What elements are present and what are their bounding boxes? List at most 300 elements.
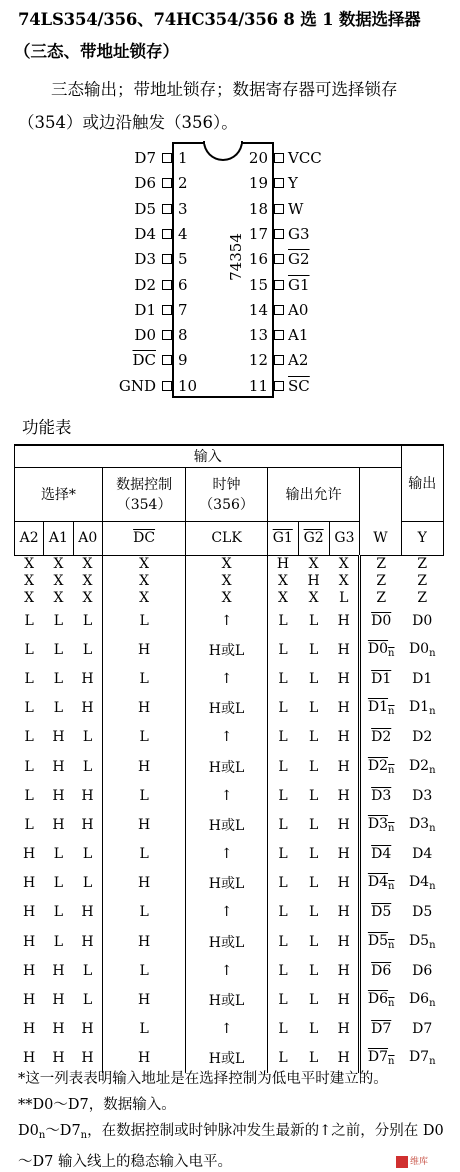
pin-number: 7	[178, 300, 188, 319]
cell-g1: L	[278, 700, 288, 717]
table-row	[15, 898, 444, 927]
cell-clk: H或L	[186, 927, 268, 956]
cell-w: $D3_{\overline{n}}$	[367, 815, 395, 834]
pin-name: D6	[134, 174, 156, 193]
pin-box	[162, 229, 172, 239]
cell-g2: L	[308, 787, 319, 804]
pin-name: G3	[288, 224, 310, 243]
pin-12	[248, 349, 354, 371]
table-row	[15, 1015, 444, 1044]
cell-g3: H	[329, 752, 360, 781]
table-row	[15, 810, 444, 839]
cell-w: Z	[376, 589, 387, 606]
cell-clk: H或L	[186, 810, 268, 839]
pin-box	[162, 330, 172, 340]
pin-box	[162, 254, 172, 264]
cell-g1: L	[278, 992, 288, 1009]
pin-10	[100, 375, 198, 397]
cell-w: $D0_{\overline{n}}$	[367, 640, 395, 659]
cell-dc: L	[102, 1015, 185, 1044]
cell-y: D3	[412, 787, 433, 804]
table-row	[15, 694, 444, 723]
pin-8	[100, 324, 188, 346]
pin-number: 5	[178, 250, 188, 269]
cell-a1: H	[52, 758, 65, 775]
pin-7	[100, 299, 188, 321]
cell-clk: ↑	[186, 1015, 268, 1044]
cell-g3: H	[329, 635, 360, 664]
cell-g2: X	[308, 589, 319, 606]
pin-box	[274, 153, 284, 163]
watermark-text: 维库	[410, 1157, 429, 1167]
cell-g2: L	[308, 612, 319, 629]
cell-w: D4	[371, 846, 392, 863]
output-header: 输出	[401, 445, 444, 521]
data-control-sub: （354）	[116, 497, 172, 513]
data-control-header	[102, 467, 185, 521]
watermark	[396, 1154, 428, 1168]
cell-dc: X	[102, 555, 185, 572]
pin-number: 8	[178, 326, 188, 345]
cell-a2: H	[23, 904, 36, 921]
cell-g1: L	[278, 612, 288, 629]
cell-a2: X	[24, 555, 35, 572]
cell-y: D5	[412, 904, 433, 921]
table-row	[15, 635, 444, 664]
pin-number: 13	[248, 326, 268, 345]
pin-9	[100, 349, 188, 371]
cell-dc: H	[102, 810, 185, 839]
pin-box	[274, 254, 284, 264]
pin-17	[248, 223, 354, 245]
datasheet-title: 74LS354/356、74HC354/356 8 选 1 数据选择器	[18, 10, 421, 29]
cell-g2: L	[308, 700, 319, 717]
note3-sub1: n	[38, 1130, 46, 1141]
pin-box	[274, 229, 284, 239]
table-row	[15, 572, 444, 589]
pin-name: G1	[288, 275, 310, 294]
pin-box	[162, 153, 172, 163]
cell-dc: H	[102, 1044, 185, 1073]
pin-name: D2	[134, 275, 156, 294]
cell-g3: H	[329, 927, 360, 956]
cell-y: Z	[417, 572, 428, 589]
cell-g2: L	[308, 816, 319, 833]
datasheet-subtitle: （三态、带地址锁存）	[14, 42, 179, 61]
cell-y: Z	[417, 555, 428, 572]
pin-box	[274, 280, 284, 290]
ic-label: 74354	[227, 233, 245, 281]
cell-g3: L	[329, 589, 360, 606]
note-data-inputs: **D0～D7，数据输入。	[18, 1097, 176, 1113]
pin-20	[248, 147, 354, 169]
cell-dc: X	[102, 572, 185, 589]
cell-w: D7	[371, 1021, 392, 1038]
cell-w: D5	[371, 904, 392, 921]
cell-g2: L	[308, 1021, 319, 1038]
cell-a2: H	[23, 875, 36, 892]
data-control-label: 数据控制	[116, 477, 173, 493]
pin-number: 1	[178, 149, 188, 167]
cell-a2: H	[23, 933, 36, 950]
pin-box	[162, 280, 172, 290]
cell-a2: H	[23, 846, 36, 863]
pin-box	[274, 305, 284, 315]
pin-name: Y	[288, 174, 298, 193]
cell-a1: L	[53, 700, 64, 717]
cell-g2: L	[308, 933, 319, 950]
cell-a0: L	[73, 985, 102, 1014]
cell-a2: X	[24, 589, 35, 606]
cell-g3: H	[329, 723, 360, 752]
cell-g3: H	[329, 1015, 360, 1044]
cell-clk: ↑	[186, 723, 268, 752]
pin-box	[162, 381, 172, 391]
cell-a0: L	[73, 635, 102, 664]
cell-w: $D4_{\overline{n}}$	[367, 874, 395, 893]
cell-g1: L	[278, 904, 288, 921]
pin-box	[162, 305, 172, 315]
cell-g3: X	[329, 555, 360, 572]
cell-a2: L	[24, 700, 34, 717]
cell-a0: H	[73, 810, 102, 839]
cell-clk: H或L	[186, 1044, 268, 1073]
cell-y: $D0_n$	[408, 640, 436, 659]
cell-g2: L	[308, 962, 319, 979]
cell-g1: L	[278, 816, 288, 833]
table-row	[15, 956, 444, 985]
cell-a2: L	[24, 641, 34, 658]
cell-dc: H	[102, 635, 185, 664]
cell-dc: H	[102, 927, 185, 956]
pin-box	[274, 330, 284, 340]
cell-dc: L	[102, 664, 185, 693]
cell-g2: L	[308, 729, 319, 746]
col-g1: G1	[272, 530, 293, 546]
cell-g2: L	[308, 1050, 319, 1067]
cell-a1: H	[52, 962, 65, 979]
cell-clk: ↑	[186, 898, 268, 927]
pin-number: 15	[248, 275, 268, 294]
note3-d0: D0	[18, 1123, 39, 1139]
cell-clk: ↑	[186, 956, 268, 985]
cell-g3: H	[329, 985, 360, 1014]
table-row	[15, 840, 444, 869]
pin-15	[248, 274, 354, 296]
cell-g3: H	[329, 840, 360, 869]
cell-y: D2	[412, 729, 433, 746]
pin-number: 10	[178, 376, 198, 395]
cell-w: D2	[371, 729, 392, 746]
pin-name: D7	[134, 149, 156, 167]
cell-clk: H或L	[186, 752, 268, 781]
cell-a2: L	[24, 612, 34, 629]
cell-g2: L	[308, 904, 319, 921]
table-row	[15, 869, 444, 898]
cell-a0: L	[73, 869, 102, 898]
pin-4	[100, 223, 188, 245]
pin-6	[100, 274, 188, 296]
cell-clk: ↑	[186, 840, 268, 869]
cell-a2: H	[23, 1050, 36, 1067]
watermark-logo-icon	[396, 1156, 408, 1168]
cell-g2: H	[307, 572, 320, 589]
cell-y: D7	[412, 1021, 433, 1038]
cell-g2: L	[308, 641, 319, 658]
cell-w: Z	[376, 555, 387, 572]
cell-dc: L	[102, 781, 185, 810]
cell-a1: L	[53, 933, 64, 950]
cell-a0: L	[73, 840, 102, 869]
pin-name: D0	[134, 326, 156, 345]
function-table-body	[15, 555, 444, 1073]
table-row	[15, 927, 444, 956]
cell-a0: H	[73, 694, 102, 723]
table-row	[15, 781, 444, 810]
pin-number: 11	[248, 376, 268, 395]
pin-name: VCC	[288, 149, 322, 167]
cell-dc: L	[102, 606, 185, 635]
pin-number: 4	[178, 224, 188, 243]
cell-clk: H或L	[186, 694, 268, 723]
cell-g3: H	[329, 869, 360, 898]
col-a1: A1	[44, 521, 73, 555]
pin-number: 17	[248, 224, 268, 243]
note3-text: ，在数据控制或时钟脉冲发生最新的↑之前，分别在 D0～D7 输入线上的稳态输入电平。	[18, 1123, 444, 1170]
cell-g1: L	[278, 875, 288, 892]
table-row	[15, 664, 444, 693]
cell-y: Z	[417, 589, 428, 606]
cell-dc: L	[102, 723, 185, 752]
cell-a1: X	[53, 572, 64, 589]
cell-clk: H或L	[186, 869, 268, 898]
cell-g3: H	[329, 898, 360, 927]
pin-name: A2	[288, 351, 309, 370]
cell-clk: ↑	[186, 664, 268, 693]
input-header: 输入	[15, 445, 402, 467]
function-table	[14, 444, 444, 1073]
table-row	[15, 606, 444, 635]
table-row	[15, 752, 444, 781]
cell-w: $D6_{\overline{n}}$	[367, 991, 395, 1010]
cell-a2: H	[23, 992, 36, 1009]
cell-w: D6	[371, 962, 392, 979]
pin-5	[100, 248, 188, 270]
cell-g3: H	[329, 664, 360, 693]
pin-name: D1	[134, 300, 156, 319]
cell-g2: L	[308, 875, 319, 892]
cell-a0: H	[73, 1044, 102, 1073]
cell-a0: L	[73, 752, 102, 781]
cell-clk: X	[186, 572, 268, 589]
col-w: W	[360, 521, 401, 555]
cell-g1: X	[278, 572, 288, 589]
cell-g1: H	[276, 555, 290, 572]
datasheet-description: 三态输出；带地址锁存；数据寄存器可选择锁存（354）或边沿触发（356）。	[18, 80, 398, 132]
col-g3: G3	[329, 521, 360, 555]
cell-g2: L	[308, 758, 319, 775]
pin-name: D4	[134, 224, 156, 243]
pin-16	[248, 248, 354, 270]
cell-a1: H	[52, 1021, 65, 1038]
pin-box	[274, 381, 284, 391]
pin-number: 9	[178, 351, 188, 370]
cell-a0: L	[73, 606, 102, 635]
table-row	[15, 723, 444, 752]
cell-a0: X	[73, 589, 102, 606]
pin-box	[162, 178, 172, 188]
col-g2: G2	[303, 530, 324, 546]
pin-name: $\overline{SC}$	[288, 376, 310, 395]
pin-name: GND	[118, 376, 156, 395]
cell-a0: H	[73, 1015, 102, 1044]
pin-number: 6	[178, 275, 188, 294]
cell-a2: L	[24, 758, 34, 775]
cell-a1: L	[53, 875, 64, 892]
pin-11	[248, 375, 354, 397]
cell-a0: L	[73, 956, 102, 985]
ic-notch-mask	[205, 140, 241, 144]
cell-w: D3	[371, 787, 392, 804]
clock-header	[186, 467, 268, 521]
cell-dc: L	[102, 956, 185, 985]
cell-y: D6	[412, 962, 433, 979]
cell-a1: X	[53, 589, 64, 606]
cell-clk: X	[186, 555, 268, 572]
pin-1	[100, 147, 188, 169]
cell-y: D1	[412, 670, 433, 687]
cell-clk: X	[186, 589, 268, 606]
function-table-caption: 功能表	[22, 418, 72, 437]
pin-number: 3	[178, 199, 188, 218]
cell-a2: L	[24, 787, 34, 804]
table-row	[15, 589, 444, 606]
cell-g1: L	[278, 1050, 288, 1067]
cell-g3: H	[329, 606, 360, 635]
col-a0: A0	[73, 521, 102, 555]
cell-a0: H	[73, 927, 102, 956]
col-a2: A2	[15, 521, 44, 555]
cell-g3: X	[329, 572, 360, 589]
cell-g1: L	[278, 758, 288, 775]
cell-w: D1	[371, 670, 392, 687]
cell-a2: X	[24, 572, 35, 589]
cell-a1: H	[52, 1050, 65, 1067]
cell-g3: H	[329, 810, 360, 839]
cell-g1: L	[278, 1021, 288, 1038]
cell-dc: X	[102, 589, 185, 606]
pin-number: 16	[248, 250, 268, 269]
cell-g1: L	[278, 933, 288, 950]
note3-sub2: n	[80, 1130, 88, 1141]
pin-14	[248, 299, 354, 321]
cell-y: $D3_n$	[408, 815, 436, 834]
cell-a0: X	[73, 572, 102, 589]
clock-label: 时钟	[212, 477, 241, 493]
cell-dc: L	[102, 840, 185, 869]
enable-header: 输出允许	[267, 467, 360, 521]
cell-a1: H	[52, 729, 65, 746]
cell-a1: L	[53, 846, 64, 863]
pin-number: 18	[248, 199, 268, 218]
note3-d7: ～D7	[45, 1123, 81, 1139]
cell-dc: H	[102, 985, 185, 1014]
cell-a2: L	[24, 670, 34, 687]
cell-g1: L	[278, 787, 288, 804]
cell-y: $D6_n$	[408, 991, 436, 1010]
cell-a1: L	[53, 670, 64, 687]
cell-w: $D2_{\overline{n}}$	[367, 757, 395, 776]
cell-a0: H	[73, 898, 102, 927]
pin-19	[248, 172, 354, 194]
cell-a1: H	[52, 992, 65, 1009]
cell-a0: X	[73, 555, 102, 572]
select-header: 选择*	[15, 467, 103, 521]
cell-w: D0	[371, 612, 392, 629]
cell-a2: H	[23, 962, 36, 979]
cell-a2: L	[24, 816, 34, 833]
pin-name: D3	[134, 250, 156, 269]
cell-y: $D1_n$	[408, 699, 436, 718]
cell-w: $D5_{\overline{n}}$	[367, 932, 395, 951]
pin-2	[100, 172, 188, 194]
pin-number: 2	[178, 174, 188, 193]
cell-g2: L	[308, 846, 319, 863]
col-clk: CLK	[186, 521, 268, 555]
cell-w: $D7_{\overline{n}}$	[367, 1049, 395, 1068]
cell-g1: L	[278, 846, 288, 863]
pin-name: W	[288, 199, 304, 218]
cell-y: $D5_n$	[408, 932, 436, 951]
cell-a1: L	[53, 612, 64, 629]
note-steady-state	[18, 1118, 448, 1172]
col-dc: $\overline{DC}$	[133, 530, 156, 546]
cell-g3: H	[329, 956, 360, 985]
cell-y: $D7_n$	[408, 1049, 436, 1068]
cell-clk: ↑	[186, 781, 268, 810]
pin-box	[274, 178, 284, 188]
cell-g3: H	[329, 694, 360, 723]
pin-name: G2	[288, 250, 310, 269]
cell-a2: H	[23, 1021, 36, 1038]
cell-a1: L	[53, 641, 64, 658]
cell-dc: H	[102, 869, 185, 898]
cell-y: $D4_n$	[408, 874, 436, 893]
cell-a0: H	[73, 781, 102, 810]
cell-g2: L	[308, 670, 319, 687]
cell-a1: H	[52, 816, 65, 833]
cell-clk: H或L	[186, 985, 268, 1014]
pin-name: A0	[288, 300, 309, 319]
table-row	[15, 985, 444, 1014]
pin-3	[100, 198, 188, 220]
cell-a1: X	[53, 555, 64, 572]
cell-y: D4	[412, 846, 433, 863]
pin-13	[248, 324, 354, 346]
cell-y: $D2_n$	[408, 757, 436, 776]
pin-number: 14	[248, 300, 268, 319]
cell-g1: L	[278, 729, 288, 746]
cell-w: $D1_{\overline{n}}$	[367, 699, 395, 718]
pin-box	[274, 355, 284, 365]
pin-name: D5	[134, 199, 156, 218]
pin-number: 19	[248, 174, 268, 193]
note-select: *这一列表表明输入地址是在选择控制为低电平时建立的。	[18, 1071, 388, 1087]
cell-g2: X	[308, 555, 319, 572]
pin-name: $\overline{DC}$	[132, 351, 156, 370]
notes	[18, 1066, 448, 1172]
cell-w: Z	[376, 572, 387, 589]
